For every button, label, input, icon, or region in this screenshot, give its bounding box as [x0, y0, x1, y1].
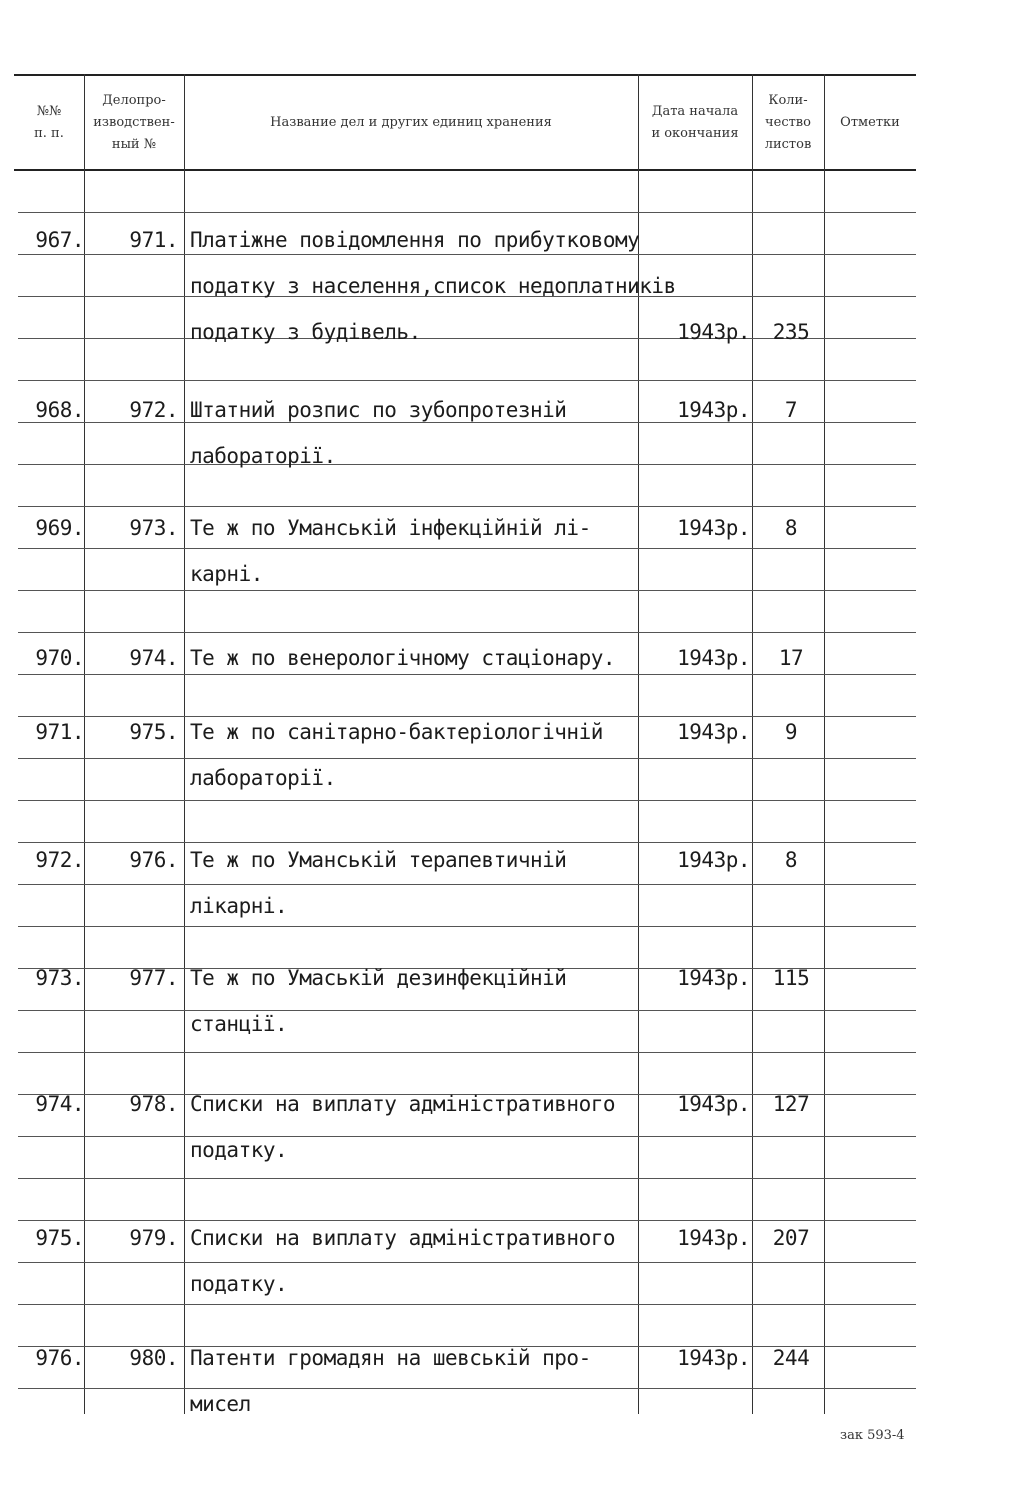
ruled-line — [18, 842, 916, 843]
case-title-line: лікарні. — [190, 894, 288, 918]
header-col-title: Название дел и других единиц хранения — [270, 115, 552, 130]
header-col-count: Коли- чество листов — [764, 93, 812, 152]
ruled-line — [18, 254, 916, 255]
ruled-line — [18, 548, 916, 549]
ruled-line — [18, 1136, 916, 1137]
case-number: 974. — [129, 646, 178, 670]
column-separator — [824, 74, 825, 1414]
case-number: 980. — [129, 1346, 178, 1370]
row-number: 970. — [35, 646, 84, 670]
sheet-count: 207 — [772, 1226, 810, 1250]
case-title-line: лабораторії. — [190, 444, 336, 468]
sheet-count: 115 — [772, 966, 810, 990]
ruled-line — [18, 758, 916, 759]
case-title-line: Списки на виплату адміністративного — [190, 1226, 616, 1250]
sheet-count: 8 — [784, 516, 798, 540]
column-separator — [184, 74, 185, 1414]
header-bottom-border — [14, 169, 916, 171]
case-title-line: податку. — [190, 1272, 288, 1296]
ruled-line — [18, 590, 916, 591]
sheet-count: 244 — [772, 1346, 810, 1370]
ruled-line — [18, 464, 916, 465]
row-number: 975. — [35, 1226, 84, 1250]
ruled-line — [18, 1220, 916, 1221]
row-number: 967. — [35, 228, 84, 252]
ruled-line — [18, 926, 916, 927]
case-date: 1943р. — [677, 848, 750, 872]
sheet-count: 127 — [772, 1092, 810, 1116]
case-number: 972. — [129, 398, 178, 422]
sheet-count: 17 — [778, 646, 804, 670]
header-col-delo: Делопро- изводствен- ный № — [93, 93, 175, 152]
header-col-notes: Отметки — [840, 115, 900, 130]
case-number: 971. — [129, 228, 178, 252]
case-number: 975. — [129, 720, 178, 744]
case-date: 1943р. — [677, 516, 750, 540]
ruled-line — [18, 1262, 916, 1263]
ruled-line — [18, 884, 916, 885]
case-date: 1943р. — [677, 646, 750, 670]
header-col-dates: Дата начала и окончания — [651, 104, 739, 141]
case-number: 978. — [129, 1092, 178, 1116]
ruled-line — [18, 212, 916, 213]
ruled-line — [18, 1052, 916, 1053]
ruled-line — [18, 1178, 916, 1179]
sheet-count: 9 — [784, 720, 798, 744]
row-number: 968. — [35, 398, 84, 422]
case-date: 1943р. — [677, 720, 750, 744]
case-date: 1943р. — [677, 1226, 750, 1250]
case-date: 1943р. — [677, 1092, 750, 1116]
ruled-line — [18, 632, 916, 633]
case-title-line: Списки на виплату адміністративного — [190, 1092, 616, 1116]
header-col-num: №№ п. п. — [34, 104, 64, 141]
case-title-line: Платіжне повідомлення по прибутковому — [190, 228, 640, 252]
case-title-line: Штатний розпис по зубопротезній — [190, 398, 567, 422]
sheet-count: 235 — [772, 320, 810, 344]
case-date: 1943р. — [677, 320, 750, 344]
ruled-line — [18, 380, 916, 381]
case-title-line: карні. — [190, 562, 263, 586]
ruled-line — [18, 674, 916, 675]
row-number: 976. — [35, 1346, 84, 1370]
ruled-line — [18, 1010, 916, 1011]
case-date: 1943р. — [677, 398, 750, 422]
ruled-line — [18, 716, 916, 717]
column-separator — [752, 74, 753, 1414]
case-title-line: Патенти громадян на шевській про- — [190, 1346, 591, 1370]
case-title-line: податку. — [190, 1138, 288, 1162]
case-title-line: Те ж по венерологічному стаціонару. — [190, 646, 616, 670]
case-date: 1943р. — [677, 1346, 750, 1370]
case-title-line: Те ж по санітарно-бактеріологічній — [190, 720, 603, 744]
sheet-count: 8 — [784, 848, 798, 872]
print-order-mark: зак 593-4 — [840, 1428, 905, 1443]
row-number: 973. — [35, 966, 84, 990]
row-number: 971. — [35, 720, 84, 744]
sheet-count: 7 — [784, 398, 798, 422]
ruled-line — [18, 1388, 916, 1389]
column-separator — [84, 74, 85, 1414]
row-number: 974. — [35, 1092, 84, 1116]
ruled-line — [18, 800, 916, 801]
case-title-line: Те ж по Уманській інфекційній лі- — [190, 516, 591, 540]
case-title-line: лабораторії. — [190, 766, 336, 790]
case-date: 1943р. — [677, 966, 750, 990]
ruled-line — [18, 1304, 916, 1305]
case-number: 979. — [129, 1226, 178, 1250]
ruled-line — [18, 422, 916, 423]
case-title-line: податку з населення,список недоплатників — [190, 274, 676, 298]
case-title-line: станції. — [190, 1012, 288, 1036]
ruled-line — [18, 506, 916, 507]
case-title-line: Те ж по Умаській дезинфекційній — [190, 966, 567, 990]
case-number: 973. — [129, 516, 178, 540]
case-title-line: податку з будівель. — [190, 320, 421, 344]
row-number: 972. — [35, 848, 84, 872]
table-top-border — [14, 74, 916, 76]
case-number: 976. — [129, 848, 178, 872]
case-title-line: Те ж по Уманській терапевтичній — [190, 848, 567, 872]
case-title-line: мисел — [190, 1392, 251, 1416]
row-number: 969. — [35, 516, 84, 540]
case-number: 977. — [129, 966, 178, 990]
